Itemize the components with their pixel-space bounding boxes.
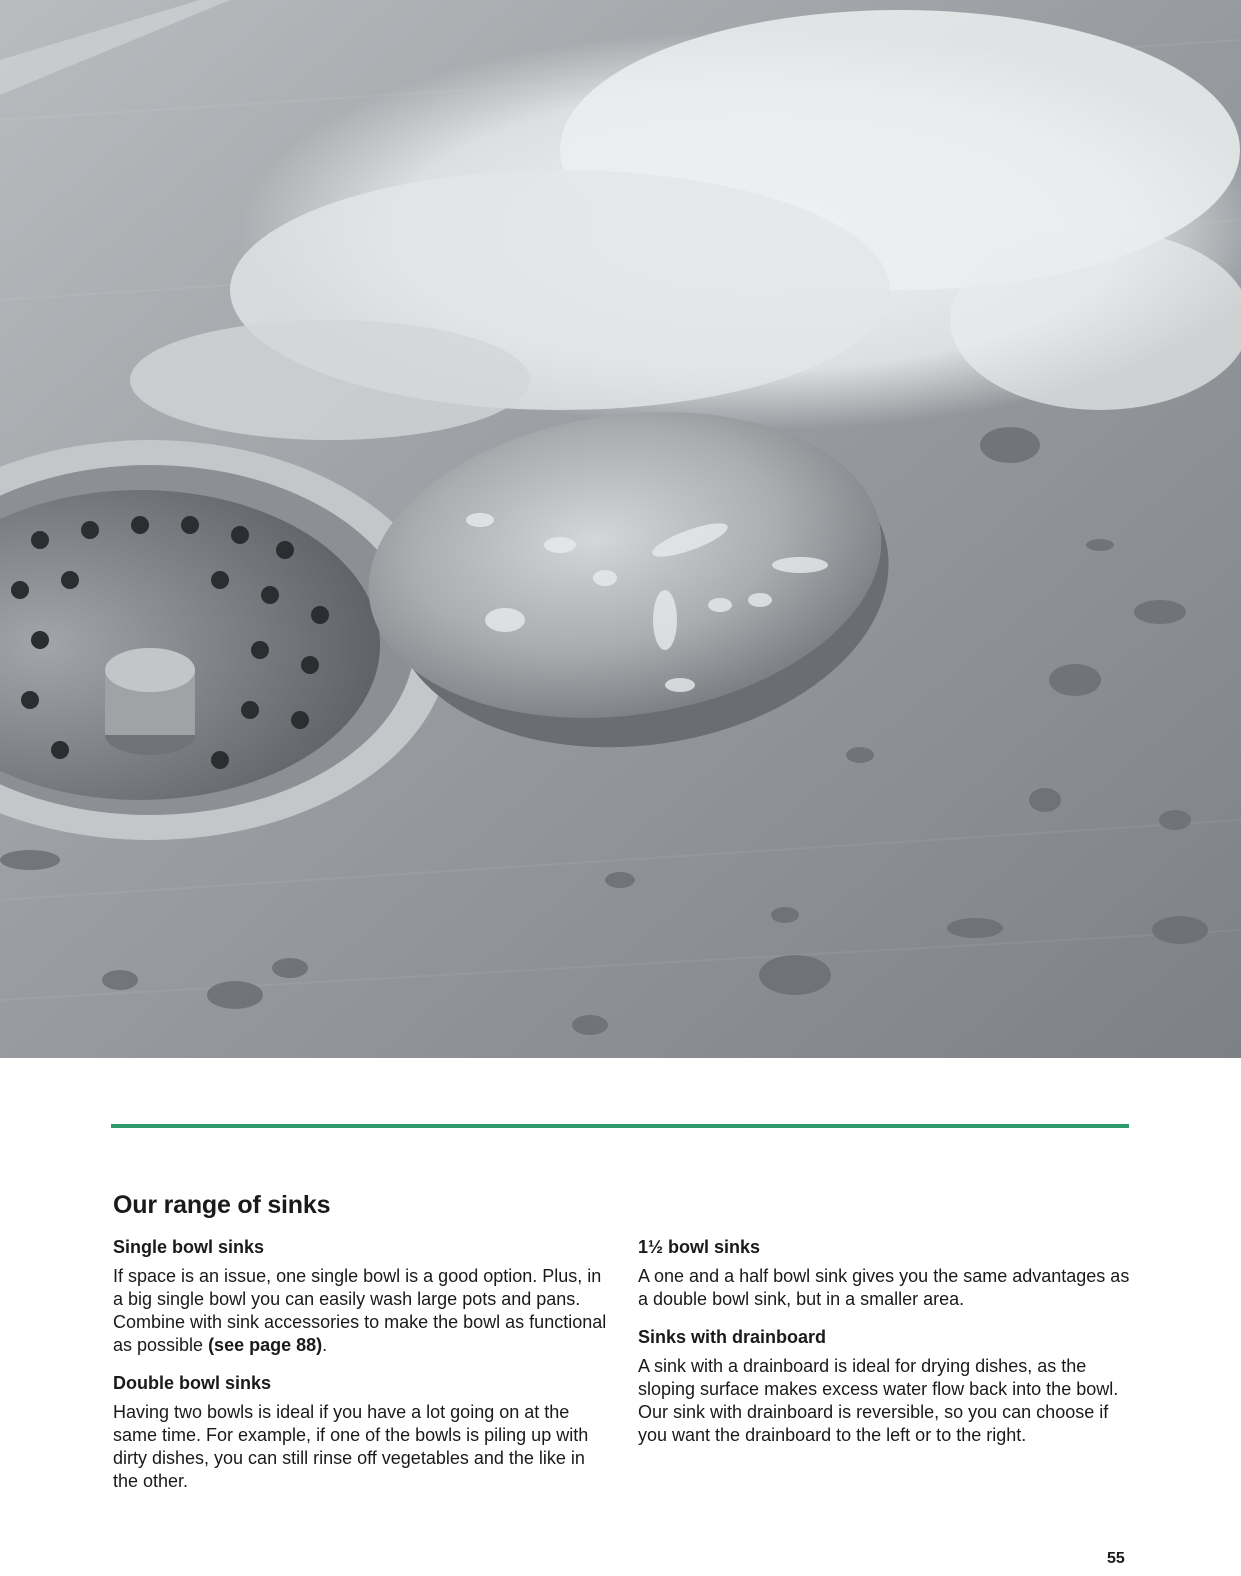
left-column xyxy=(113,1236,613,1508)
section-text xyxy=(113,1265,613,1357)
section-title: Double bowl sinks xyxy=(113,1373,272,1393)
section-text: A sink with a drainboard is ideal for drying dishes, as the sloping surface makes excess water flow back into the bowl. Our sink with drainboard is reversible, so you can choose if you want the drainboard to the left or to the right. xyxy=(638,1356,1119,1445)
section-single-bowl xyxy=(113,1236,613,1357)
page-reference-link[interactable]: (see page 88) xyxy=(208,1335,323,1355)
section-one-and-half-bowl xyxy=(638,1236,1138,1311)
section-text: A one and a half bowl sink gives you the same advantages as a double bowl sink, but in a smaller area. xyxy=(638,1266,1130,1309)
section-text-end: . xyxy=(322,1335,328,1355)
section-double-bowl xyxy=(113,1372,613,1493)
section-text-main: If space is an issue, one single bowl is a good option. Plus, in a big single bowl you can easily wash large pots and pans. Combine with sink accessories to make the bowl as functional as possible xyxy=(113,1266,607,1355)
section-text: Having two bowls is ideal if you have a lot going on at the same time. For example, if one of the bowls is piling up with dirty dishes, you can still rinse off vegetables and the like in the other. xyxy=(113,1402,589,1491)
section-title: Sinks with drainboard xyxy=(638,1327,827,1347)
section-divider-rule xyxy=(111,1124,1129,1128)
section-title: 1½ bowl sinks xyxy=(638,1237,761,1257)
section-title: Single bowl sinks xyxy=(113,1237,265,1257)
section-drainboard xyxy=(638,1326,1138,1447)
page-heading: Our range of sinks xyxy=(113,1191,331,1219)
page-number: 55 xyxy=(1107,1550,1125,1567)
right-column xyxy=(638,1236,1138,1462)
